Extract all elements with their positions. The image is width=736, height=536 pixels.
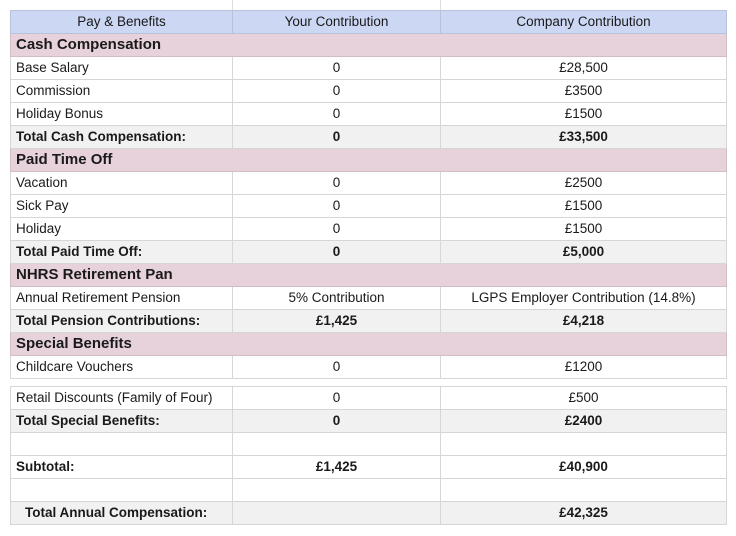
row-label[interactable]: Holiday Bonus xyxy=(11,103,233,126)
subtotal-your-contribution[interactable]: £1,425 xyxy=(233,456,441,479)
header-row xyxy=(11,11,727,34)
your-contribution-cell[interactable]: 5% Contribution xyxy=(233,287,441,310)
table-row xyxy=(11,356,727,379)
gridline xyxy=(232,0,233,10)
gridline xyxy=(440,0,441,10)
top-gridlines xyxy=(0,0,736,10)
row-label[interactable]: Childcare Vouchers xyxy=(11,356,233,379)
company-contribution-cell[interactable]: £1500 xyxy=(441,195,727,218)
grand-total-row xyxy=(11,502,727,525)
your-contribution-cell[interactable]: 0 xyxy=(233,218,441,241)
grand-total-company-contribution[interactable]: £42,325 xyxy=(441,502,727,525)
total-your-contribution[interactable]: £1,425 xyxy=(233,310,441,333)
total-company-contribution[interactable]: £5,000 xyxy=(441,241,727,264)
total-row-pension xyxy=(11,310,727,333)
section-title[interactable]: NHRS Retirement Pan xyxy=(11,264,727,287)
section-special-benefits xyxy=(11,333,727,356)
table-row xyxy=(11,287,727,310)
company-contribution-cell[interactable]: £28,500 xyxy=(441,57,727,80)
subtotal-row xyxy=(11,456,727,479)
section-retirement xyxy=(11,264,727,287)
empty-cell[interactable] xyxy=(233,433,441,456)
company-contribution-cell[interactable]: LGPS Employer Contribution (14.8%) xyxy=(441,287,727,310)
row-label[interactable]: Retail Discounts (Family of Four) xyxy=(11,387,233,410)
header-your-contribution[interactable]: Your Contribution xyxy=(233,11,441,34)
section-title[interactable]: Paid Time Off xyxy=(11,149,727,172)
empty-cell[interactable] xyxy=(441,433,727,456)
your-contribution-cell[interactable]: 0 xyxy=(233,57,441,80)
total-row-cash xyxy=(11,126,727,149)
your-contribution-cell[interactable]: 0 xyxy=(233,356,441,379)
empty-cell[interactable] xyxy=(11,433,233,456)
row-label[interactable]: Vacation xyxy=(11,172,233,195)
table-row xyxy=(11,387,727,410)
table-row xyxy=(11,172,727,195)
company-contribution-cell[interactable]: £2500 xyxy=(441,172,727,195)
table-row xyxy=(11,80,727,103)
subtotal-company-contribution[interactable]: £40,900 xyxy=(441,456,727,479)
your-contribution-cell[interactable]: 0 xyxy=(233,103,441,126)
total-row-pto xyxy=(11,241,727,264)
empty-cell[interactable] xyxy=(11,479,233,502)
total-your-contribution[interactable]: 0 xyxy=(233,126,441,149)
row-label[interactable]: Sick Pay xyxy=(11,195,233,218)
subtotal-label[interactable]: Subtotal: xyxy=(11,456,233,479)
company-contribution-cell[interactable]: £1500 xyxy=(441,103,727,126)
section-cash-compensation xyxy=(11,34,727,57)
total-row-special xyxy=(11,410,727,433)
compensation-table-upper xyxy=(10,10,727,379)
company-contribution-cell[interactable]: £1500 xyxy=(441,218,727,241)
total-label[interactable]: Total Cash Compensation: xyxy=(11,126,233,149)
total-company-contribution[interactable]: £33,500 xyxy=(441,126,727,149)
row-label[interactable]: Base Salary xyxy=(11,57,233,80)
empty-cell[interactable] xyxy=(233,479,441,502)
blank-row xyxy=(11,479,727,502)
row-label[interactable]: Holiday xyxy=(11,218,233,241)
total-label[interactable]: Total Paid Time Off: xyxy=(11,241,233,264)
table-row xyxy=(11,195,727,218)
header-pay-benefits[interactable]: Pay & Benefits xyxy=(11,11,233,34)
total-your-contribution[interactable]: 0 xyxy=(233,241,441,264)
header-company-contribution[interactable]: Company Contribution xyxy=(441,11,727,34)
row-label[interactable]: Commission xyxy=(11,80,233,103)
section-title[interactable]: Cash Compensation xyxy=(11,34,727,57)
empty-cell[interactable] xyxy=(441,479,727,502)
your-contribution-cell[interactable]: 0 xyxy=(233,172,441,195)
blank-row xyxy=(11,433,727,456)
company-contribution-cell[interactable]: £3500 xyxy=(441,80,727,103)
grand-total-label[interactable]: Total Annual Compensation: xyxy=(11,502,233,525)
total-company-contribution[interactable]: £2400 xyxy=(441,410,727,433)
compensation-table-lower xyxy=(10,386,727,525)
total-label[interactable]: Total Pension Contributions: xyxy=(11,310,233,333)
section-title[interactable]: Special Benefits xyxy=(11,333,727,356)
row-label[interactable]: Annual Retirement Pension xyxy=(11,287,233,310)
total-company-contribution[interactable]: £4,218 xyxy=(441,310,727,333)
your-contribution-cell[interactable]: 0 xyxy=(233,387,441,410)
table-row xyxy=(11,103,727,126)
total-label[interactable]: Total Special Benefits: xyxy=(11,410,233,433)
your-contribution-cell[interactable]: 0 xyxy=(233,195,441,218)
grand-total-your-contribution[interactable] xyxy=(233,502,441,525)
table-row xyxy=(11,218,727,241)
total-your-contribution[interactable]: 0 xyxy=(233,410,441,433)
your-contribution-cell[interactable]: 0 xyxy=(233,80,441,103)
table-row xyxy=(11,57,727,80)
company-contribution-cell[interactable]: £500 xyxy=(441,387,727,410)
section-paid-time-off xyxy=(11,149,727,172)
company-contribution-cell[interactable]: £1200 xyxy=(441,356,727,379)
